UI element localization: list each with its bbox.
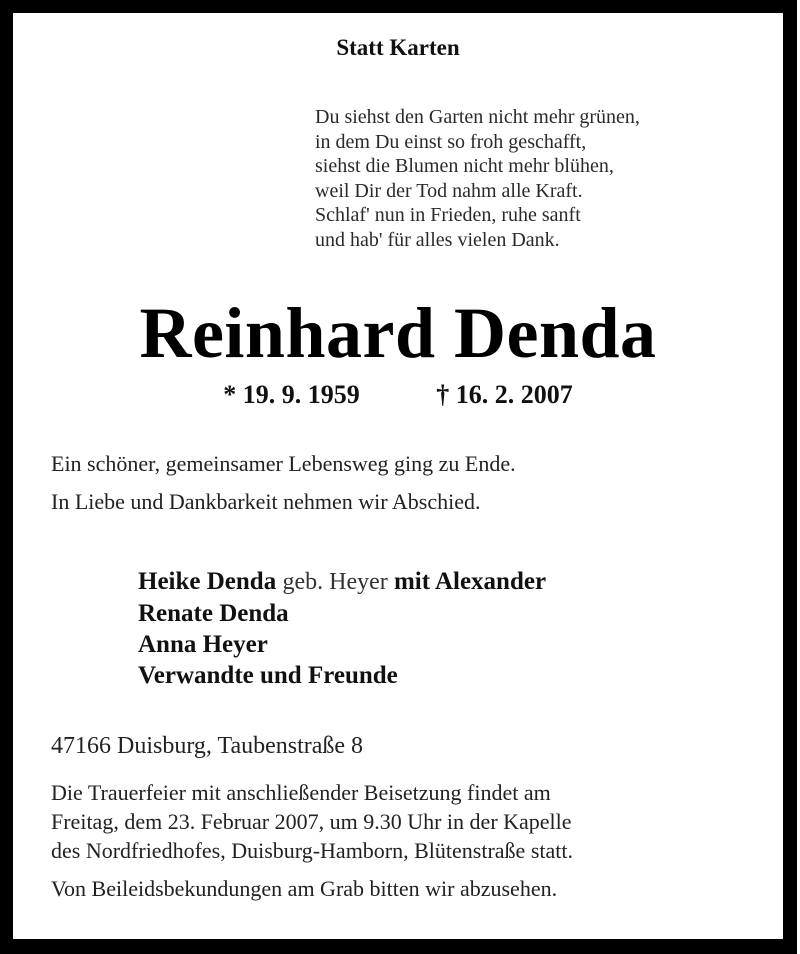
- life-dates: [13, 380, 783, 410]
- poem-line: in dem Du einst so froh geschafft,: [315, 130, 587, 153]
- farewell-line: Ein schöner, gemeinsamer Lebensweg ging zu Ende.: [51, 451, 516, 476]
- poem-line: siehst die Blumen nicht mehr blühen,: [315, 155, 614, 177]
- header-statt-karten: Statt Karten: [336, 35, 460, 60]
- death-date: † 16. 2. 2007: [436, 380, 573, 409]
- farewell-line: In Liebe und Dankbarkeit nehmen wir Abschied.: [51, 489, 481, 514]
- poem-line: Schlaf' nun in Frieden, ruhe sanft: [315, 204, 581, 226]
- poem-line: weil Dir der Tod nahm alle Kraft.: [315, 179, 583, 202]
- maiden-name: geb. Heyer: [282, 569, 388, 595]
- deceased-name: Reinhard Denda: [139, 293, 657, 373]
- service-line: Freitag, dem 23. Februar 2007, um 9.30 Uhr in der Kapelle: [51, 809, 572, 834]
- mourner-line: Verwandte und Freunde: [138, 662, 398, 689]
- mourner-line: Renate Denda: [138, 600, 289, 627]
- family-address: 47166 Duisburg, Taubenstraße 8: [51, 733, 364, 759]
- service-line: des Nordfriedhofes, Duisburg-Hamborn, Blütenstraße statt.: [51, 838, 573, 863]
- poem-line: und hab' für alles vielen Dank.: [315, 228, 560, 251]
- service-details: [51, 778, 573, 865]
- mourner-name: Heike Denda: [138, 568, 277, 595]
- obituary-notice: [13, 13, 783, 939]
- mourner-line: [138, 566, 546, 598]
- birth-date: * 19. 9. 1959: [223, 380, 360, 409]
- poem-line: Du siehst den Garten nicht mehr grünen,: [315, 106, 640, 128]
- mourner-with: mit Alexander: [393, 568, 547, 595]
- mourners-list: [138, 566, 546, 691]
- condolence-note: Von Beileidsbekundungen am Grab bitten wir abzusehen.: [51, 876, 558, 901]
- poem: [315, 105, 640, 252]
- mourner-line: Anna Heyer: [138, 631, 268, 658]
- service-line: Die Trauerfeier mit anschließender Beisetzung findet am: [51, 780, 551, 805]
- farewell-text: [51, 445, 516, 521]
